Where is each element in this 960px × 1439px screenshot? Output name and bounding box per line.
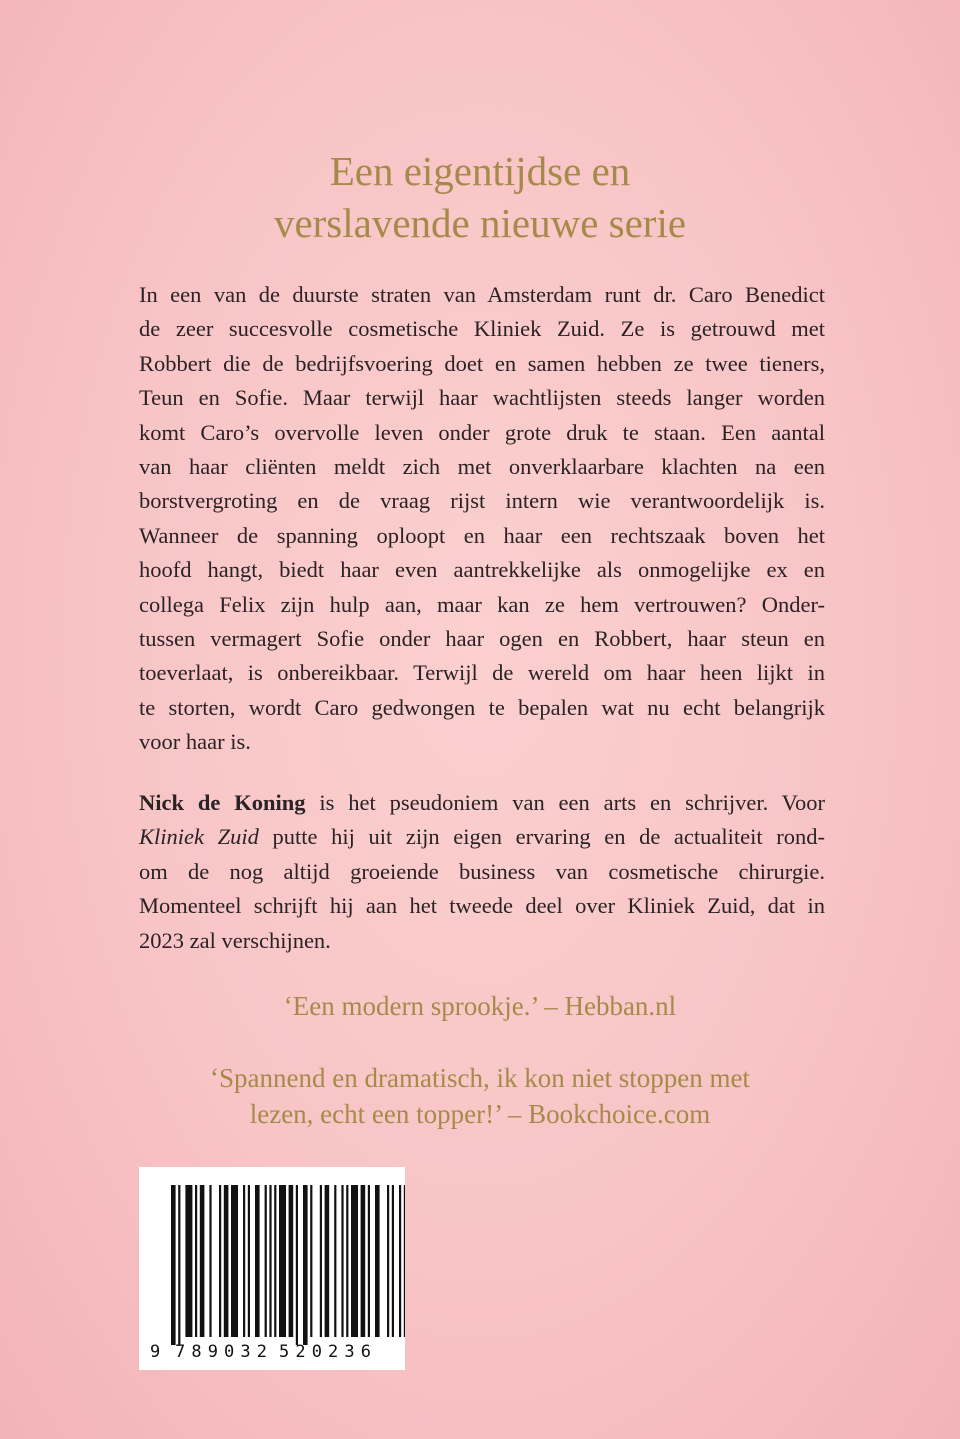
author-name: Nick de Koning xyxy=(139,790,306,815)
barcode-bar xyxy=(178,1185,180,1345)
barcode-bar xyxy=(341,1185,343,1337)
barcode-bar xyxy=(334,1185,336,1337)
author-bio-line: Nick de Koning is het pseudoniem van een arts en schrijver. Voor xyxy=(139,790,825,815)
synopsis-line: tussen vermagert Sofie onder haar ogen en Robbert, haar steun en xyxy=(139,625,825,651)
barcode-bar xyxy=(399,1185,401,1337)
barcode-bar xyxy=(351,1185,358,1337)
barcode-bar xyxy=(404,1185,405,1337)
barcode-bar xyxy=(231,1185,238,1337)
barcode-bar xyxy=(320,1185,322,1337)
barcode-bar xyxy=(346,1185,348,1337)
barcode-bar xyxy=(185,1185,192,1337)
headline-line-2: verslavende nieuwe serie xyxy=(273,200,687,246)
synopsis-line: hoofd hangt, biedt haar even aantrekkelijke als onmogelijke ex en xyxy=(139,557,825,583)
synopsis-line: In een van de duurste straten van Amsterdam runt dr. Caro Benedict xyxy=(139,282,825,307)
synopsis-line: Robbert die de bedrijfsvoering doet en samen hebben ze twee tieners, xyxy=(139,350,825,376)
barcode-bar xyxy=(361,1185,366,1337)
barcode-bar xyxy=(387,1185,389,1337)
barcode-bar xyxy=(296,1185,298,1345)
synopsis-line: collega Felix zijn hulp aan, maar kan ze hem vertrouwen? Onder- xyxy=(139,591,825,617)
synopsis-line: de zeer succesvolle cosmetische Kliniek Zuid. Ze is getrouwd met xyxy=(139,316,825,342)
barcode-bar xyxy=(200,1185,205,1337)
barcode-bar xyxy=(219,1185,221,1337)
barcode-icon xyxy=(139,1167,405,1370)
book-title: Kliniek Zuid xyxy=(139,824,259,850)
barcode-bar xyxy=(195,1185,197,1337)
synopsis-line: voor haar is. xyxy=(139,729,251,755)
barcode-group-2: 520236 xyxy=(279,1342,371,1362)
review-quote-bookchoice: ‘Spannend en dramatisch, ik kon niet stoppen met lezen, echt een topper!’ – Bookchoice.com xyxy=(210,1063,750,1129)
barcode-bar xyxy=(274,1185,276,1337)
synopsis-line: komt Caro’s overvolle leven onder grote druk te staan. Een aantal xyxy=(139,419,825,445)
barcode-group-1: 789032 xyxy=(175,1342,267,1362)
barcode-bar xyxy=(392,1185,394,1337)
barcode-bar xyxy=(248,1185,250,1337)
author-bio-line: om de nog altijd groeiende business van cosmetische chirurgie. xyxy=(139,858,825,884)
headline-line-1: Een eigentijdse en xyxy=(329,148,631,194)
synopsis-line: toeverlaat, is onbereikbaar. Terwijl de wereld om haar heen lijkt in xyxy=(139,660,825,686)
synopsis xyxy=(139,278,825,759)
barcode-bar xyxy=(325,1185,330,1337)
barcode-bar xyxy=(243,1185,245,1337)
barcode-bar xyxy=(375,1185,380,1337)
synopsis-line: Teun en Sofie. Maar terwijl haar wachtlijsten steeds langer worden xyxy=(139,385,825,411)
synopsis-line: Wanneer de spanning oploopt en haar een rechtszaak boven het xyxy=(139,522,825,548)
author-bio-line: Kliniek Zuid putte hij uit zijn eigen ervaring en de actualiteit rond- xyxy=(139,824,825,850)
barcode-bar xyxy=(269,1185,271,1337)
author-bio-line: 2023 zal verschijnen. xyxy=(139,927,331,953)
barcode-bar xyxy=(265,1185,267,1337)
barcode-bar xyxy=(303,1185,308,1345)
synopsis-line: van haar cliënten meldt zich met onverklaarbare klachten na een xyxy=(139,453,825,479)
author-bio-line: Momenteel schrijft hij aan het tweede deel over Kliniek Zuid, dat in xyxy=(139,893,825,919)
isbn-barcode xyxy=(139,1167,405,1370)
barcode-bar xyxy=(209,1185,211,1337)
barcode-lead-digit: 9 xyxy=(150,1342,161,1362)
author-bio xyxy=(139,786,825,958)
barcode-bar xyxy=(224,1185,229,1337)
synopsis-line: borstvergroting en de vraag rijst intern wie verantwoordelijk is. xyxy=(139,488,825,514)
barcode-bar xyxy=(255,1185,260,1337)
barcode-bar xyxy=(289,1185,294,1337)
barcode-bar xyxy=(310,1185,312,1337)
synopsis-line: te storten, wordt Caro gedwongen te bepalen wat nu echt belangrijk xyxy=(139,694,825,720)
barcode-bar xyxy=(279,1185,286,1337)
barcode-bar xyxy=(171,1185,176,1345)
review-quote-hebban: ‘Een modern sprookje.’ – Hebban.nl xyxy=(283,991,677,1021)
headline xyxy=(0,145,960,249)
barcode-bar xyxy=(368,1185,370,1337)
